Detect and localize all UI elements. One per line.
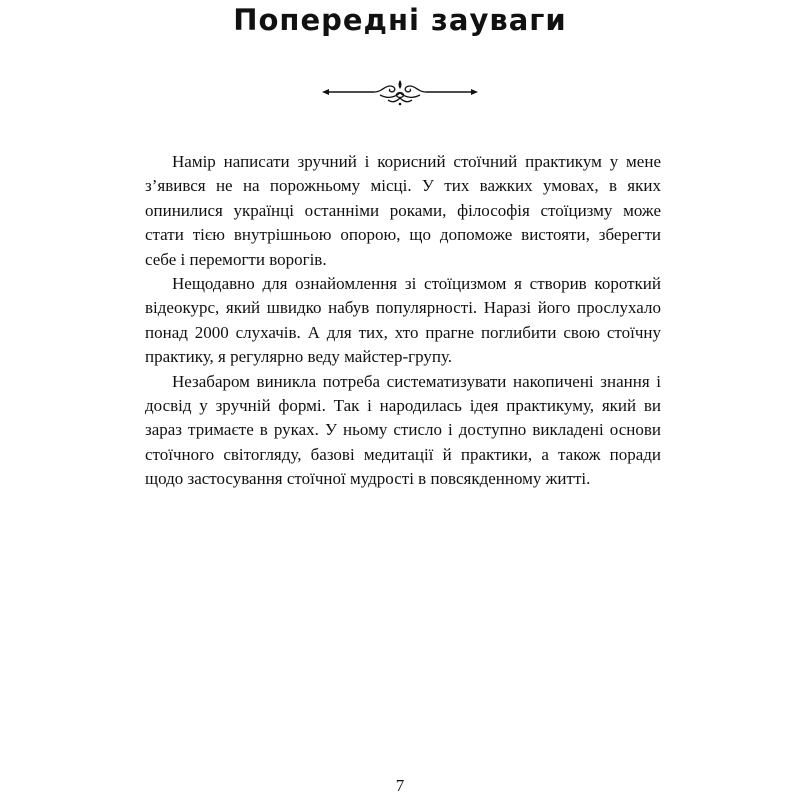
paragraph-2: Нещодавно для ознайомлення зі стоїцизмом я створив короткий відеокурс, який швидко набув популярності. Наразі його прослухало понад 2000 слухачів. А для тих, хто прагне поглибити свою стоїчну практику, я регулярно веду майстер-групу.: [145, 274, 661, 367]
body-text: [145, 150, 661, 492]
paragraph-3: Незабаром виникла потреба систематизувати накопичені знання і досвід у зручній формі. Так і народилась ідея практикуму, який ви зараз тримаєте в руках. У ньому стисло і доступно викладені основи стоїчного світогляду, базові медитації й практики, а також поради щодо застосування стоїчної мудрості в повсякденному житті.: [145, 371, 661, 489]
flourish-divider-icon: [322, 78, 478, 106]
page-number: 7: [395, 776, 405, 795]
page-title: Попередні зауваги: [233, 3, 567, 37]
paragraph-1: Намір написати зручний і корисний стоїчний практикум у мене з’явився не на порожньому місці. У тих важких умовах, в яких опинилися українці останніми роками, філософія стоїцизму може стати тією внутрішньою опорою, що допоможе вистояти, зберегти себе і перемогти ворогів.: [145, 152, 661, 269]
